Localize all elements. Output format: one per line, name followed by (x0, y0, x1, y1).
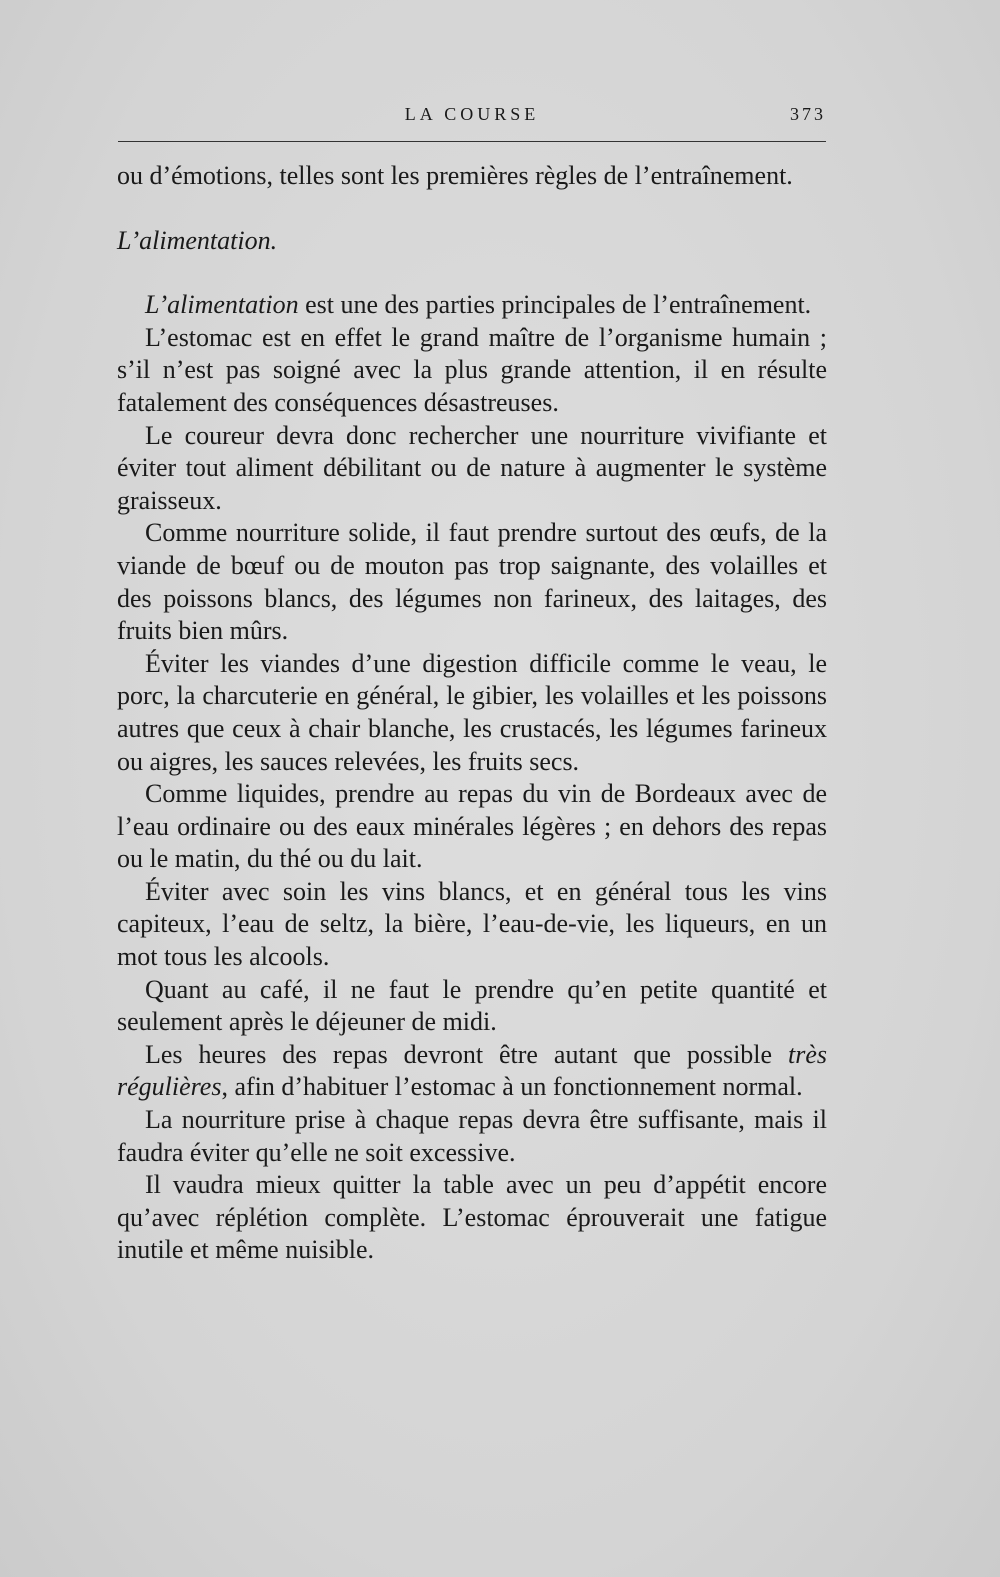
paragraph: Éviter avec soin les vins blancs, et en général tous les vins capiteux, l’eau de seltz, la bière, l’eau-de-vie, les liqueurs, en un mot tous les alcools. (117, 876, 827, 972)
page-number: 373 (790, 104, 826, 124)
running-title: LA COURSE (404, 104, 540, 124)
paragraph: Le coureur devra donc rechercher une nourriture vivifiante et éviter tout aliment débilitant ou de nature à augmenter le système graisseux. (117, 420, 827, 515)
paragraph: Comme nourriture solide, il faut prendre surtout des œufs, de la viande de bœuf ou de mouton pas trop saignante, des volailles et des poissons blancs, des légumes non farineux, des laitages, des fruits bien mûrs. (117, 518, 827, 646)
paragraph: Éviter les viandes d’une digestion difficile comme le veau, le porc, la charcuterie en général, le gibier, les volailles et les poissons autres que ceux à chair blanche, les crustacés, les légumes farineux ou aigres, les sauces relevées, les fruits secs. (117, 648, 827, 776)
paragraph: Comme liquides, prendre au repas du vin de Bordeaux avec de l’eau ordinaire ou des eaux minérales légères ; en dehors des repas ou le matin, du thé ou du lait. (117, 779, 827, 874)
body-text (117, 160, 827, 1267)
paragraph: Il vaudra mieux quitter la table avec un peu d’appétit encore qu’avec réplétion complète. L’estomac éprouverait une fatigue inutile et même nuisible. (117, 1170, 827, 1265)
paragraph (117, 1039, 827, 1104)
paragraph: Quant au café, il ne faut le prendre qu’en petite quantité et seulement après le déjeuner de midi. (117, 974, 827, 1037)
header-rule (118, 141, 826, 142)
section-heading: L’alimentation. (117, 225, 278, 255)
emphasized-term: L’alimentation (145, 290, 299, 320)
paragraph (117, 289, 827, 322)
paragraph: La nourriture prise à chaque repas devra être suffisante, mais il faudra éviter qu’elle ne soit excessive. (117, 1105, 827, 1167)
paragraph: ou d’émotions, telles sont les premières règles de l’entraînement. (117, 161, 793, 190)
paragraph: L’estomac est en effet le grand maître de l’organisme humain ; s’il n’est pas soigné avec la plus grande attention, il en résulte fatalement des conséquences désastreuses. (117, 322, 827, 417)
emphasized-phrase: très régulières (117, 1039, 827, 1102)
paragraph-text: , afin d’habituer l’estomac à un fonctionnement normal. (221, 1072, 803, 1102)
running-head (118, 100, 826, 130)
paragraph-text: est une des parties principales de l’entraînement. (298, 290, 812, 320)
paragraph-text: Les heures des repas devront être autant que possible (145, 1039, 788, 1069)
